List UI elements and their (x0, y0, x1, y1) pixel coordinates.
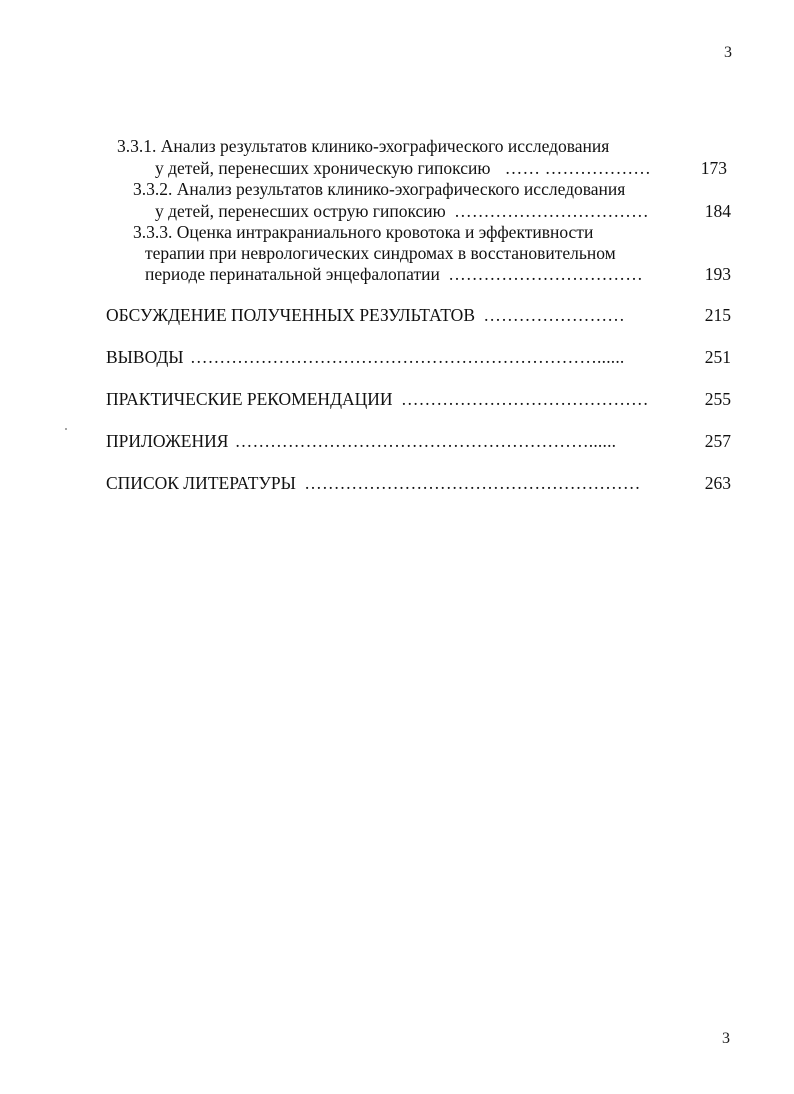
toc-entry-3-3-3-line1: 3.3.3. Оценка интракраниального кровотока и эффективности (133, 222, 594, 242)
toc-entry-discussion (106, 304, 625, 326)
toc-entry-3-3-2-line1: 3.3.2. Анализ результатов клинико-эхографического исследования (133, 179, 626, 199)
toc-page-conclusions: 251 (704, 347, 731, 367)
toc-leader-dots: ………………………………………………… (304, 473, 641, 493)
toc-entry-conclusions-title: ВЫВОДЫ (106, 347, 184, 367)
toc-leader-dots: …… ……………… (504, 158, 651, 178)
toc-entry-3-3-3-title: периоде перинатальной энцефалопатии (145, 264, 440, 284)
toc-entry-3-3-3-line3 (145, 263, 643, 285)
toc-entry-3-3-1-title: у детей, перенесших хроническую гипоксию (155, 158, 491, 178)
page-number-bottom: 3 (722, 1030, 730, 1047)
toc-leader-dots: …………………………… (454, 201, 649, 221)
toc-page-3-3-2: 184 (704, 201, 731, 221)
toc-page-references: 263 (704, 473, 731, 493)
toc-entry-conclusions (106, 346, 625, 368)
toc-entry-appendices-title: ПРИЛОЖЕНИЯ (106, 431, 229, 451)
toc-entry-3-3-2-title: у детей, перенесших острую гипоксию (155, 201, 446, 221)
toc-page-3-3-1: 173 (700, 158, 727, 178)
toc-entry-appendices (106, 430, 616, 452)
toc-entry-references-title: СПИСОК ЛИТЕРАТУРЫ (106, 473, 296, 493)
toc-leader-dots: ……………………………………………………………...... (189, 347, 625, 367)
toc-entry-recommendations-title: ПРАКТИЧЕСКИЕ РЕКОМЕНДАЦИИ (106, 389, 393, 409)
toc-leader-dots: ……………………………………………………...... (234, 431, 617, 451)
toc-page-recommendations: 255 (704, 389, 731, 409)
toc-leader-dots: …………………………………… (400, 389, 649, 409)
scan-speck (65, 428, 67, 430)
toc-entry-3-3-3-line2: терапии при неврологических синдромах в восстановительном (145, 243, 616, 263)
toc-entry-3-3-1-line1: 3.3.1. Анализ результатов клинико-эхографического исследования (117, 136, 610, 156)
toc-page-appendices: 257 (704, 431, 731, 451)
toc-leader-dots: …………………………… (448, 264, 643, 284)
toc-page-discussion: 215 (704, 305, 731, 325)
toc-page-3-3-3: 193 (704, 264, 731, 284)
toc-entry-discussion-title: ОБСУЖДЕНИЕ ПОЛУЧЕННЫХ РЕЗУЛЬТАТОВ (106, 305, 475, 325)
toc-entry-3-3-2-line2 (155, 200, 649, 222)
toc-entry-recommendations (106, 388, 649, 410)
toc-entry-references (106, 472, 641, 494)
page-number-top: 3 (724, 44, 732, 61)
toc-entry-3-3-1-line2 (155, 157, 651, 179)
toc-leader-dots: …………………… (483, 305, 625, 325)
